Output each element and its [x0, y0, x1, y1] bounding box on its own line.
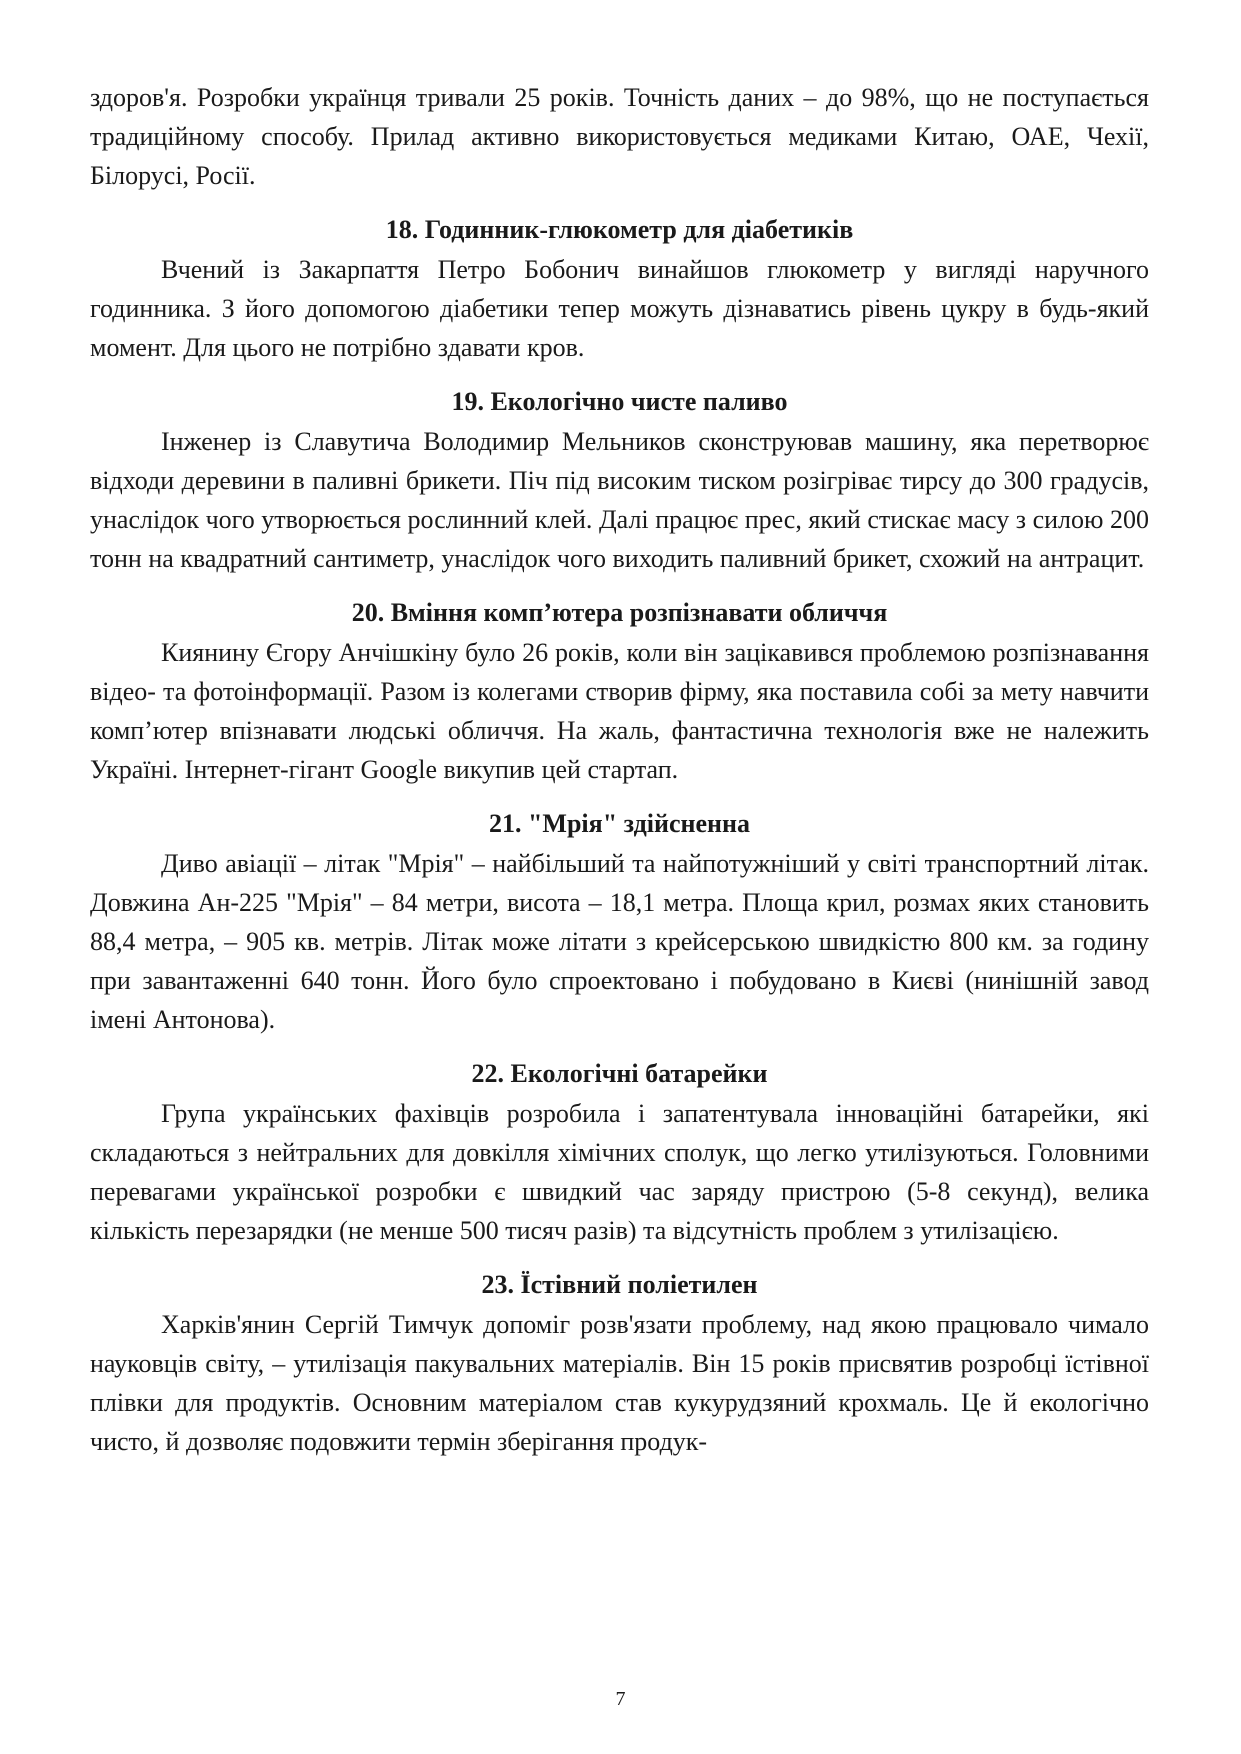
section-title: 20. Вміння комп’ютера розпізнавати обличчя	[351, 598, 888, 627]
section-text: Група українських фахівців розробила і запатентувала інноваційні батарейки, які складаються з нейтральних для довкілля хімічних сполук, що легко утилізуються. Головними перевагами української розробки є швидкий час заряду пристрою (5-8 секунд), велика кількість перезарядки (не менше 500 тисяч разів) та відсутність проблем з утилізацією.	[90, 1099, 1149, 1245]
section-text: Киянину Єгору Анчішкіну було 26 років, коли він зацікавився проблемою розпізнавання відео- та фотоінформації. Разом із колегами створив фірму, яка поставила собі за мету навчити комп’ютер впізнавати людські обличчя. На жаль, фантастична технологія вже не належить Україні. Інтернет-гігант Google викупив цей стартап.	[90, 638, 1149, 784]
section-20	[90, 578, 1149, 789]
section-title: 23. Їстівний поліетилен	[481, 1270, 758, 1299]
document-page	[90, 78, 1149, 1461]
section-19	[90, 367, 1149, 578]
section-22	[90, 1039, 1149, 1250]
section-title: 18. Годинник-глюкометр для діабетиків	[385, 215, 854, 244]
section-21	[90, 789, 1149, 1039]
section-title: 22. Екологічні батарейки	[471, 1059, 768, 1088]
page-number: 7	[615, 1688, 626, 1710]
section-title: 21. "Мрія" здійсненна	[488, 809, 750, 838]
section-18	[90, 195, 1149, 367]
section-text: Інженер із Славутича Володимир Мельников сконструював машину, яка перетворює відходи деревини в паливні брикети. Піч під високим тиском розігріває тирсу до 300 градусів, унаслідок чого утворюється рослинний клей. Далі працює прес, який стискає масу з силою 200 тонн на квадратний сантиметр, унаслідок чого виходить паливний брикет, схожий на антрацит.	[90, 427, 1149, 573]
section-text: Харків'янин Сергій Тимчук допоміг розв'язати проблему, над якою працювало чимало науковців світу, – утилізація пакувальних матеріалів. Він 15 років присвятив розробці їстівної плівки для продуктів. Основним матеріалом став кукурудзяний крохмаль. Це й екологічно чисто, й дозволяє подовжити термін зберігання продук-	[90, 1310, 1149, 1456]
section-text: Вчений із Закарпаття Петро Бобонич винайшов глюкометр у вигляді наручного годинника. З його допомогою діабетики тепер можуть дізнаватись рівень цукру в будь-який момент. Для цього не потрібно здавати кров.	[90, 255, 1149, 362]
section-23	[90, 1250, 1149, 1461]
section-title: 19. Екологічно чисте паливо	[451, 387, 788, 416]
intro-paragraph: здоров'я. Розробки українця тривали 25 років. Точність даних – до 98%, що не поступається традиційному способу. Прилад активно використовується медиками Китаю, ОАЕ, Чехії, Білорусі, Росії.	[90, 83, 1149, 190]
section-text: Диво авіації – літак "Мрія" – найбільший та найпотужніший у світі транспортний літак. Довжина Ан-225 "Мрія" – 84 метри, висота – 18,1 метра. Площа крил, розмах яких становить 88,4 метра, – 905 кв. метрів. Літак може літати з крейсерською швидкістю 800 км. за годину при завантаженні 640 тонн. Його було спроектовано і побудовано в Києві (нинішній завод імені Антонова).	[90, 849, 1149, 1034]
